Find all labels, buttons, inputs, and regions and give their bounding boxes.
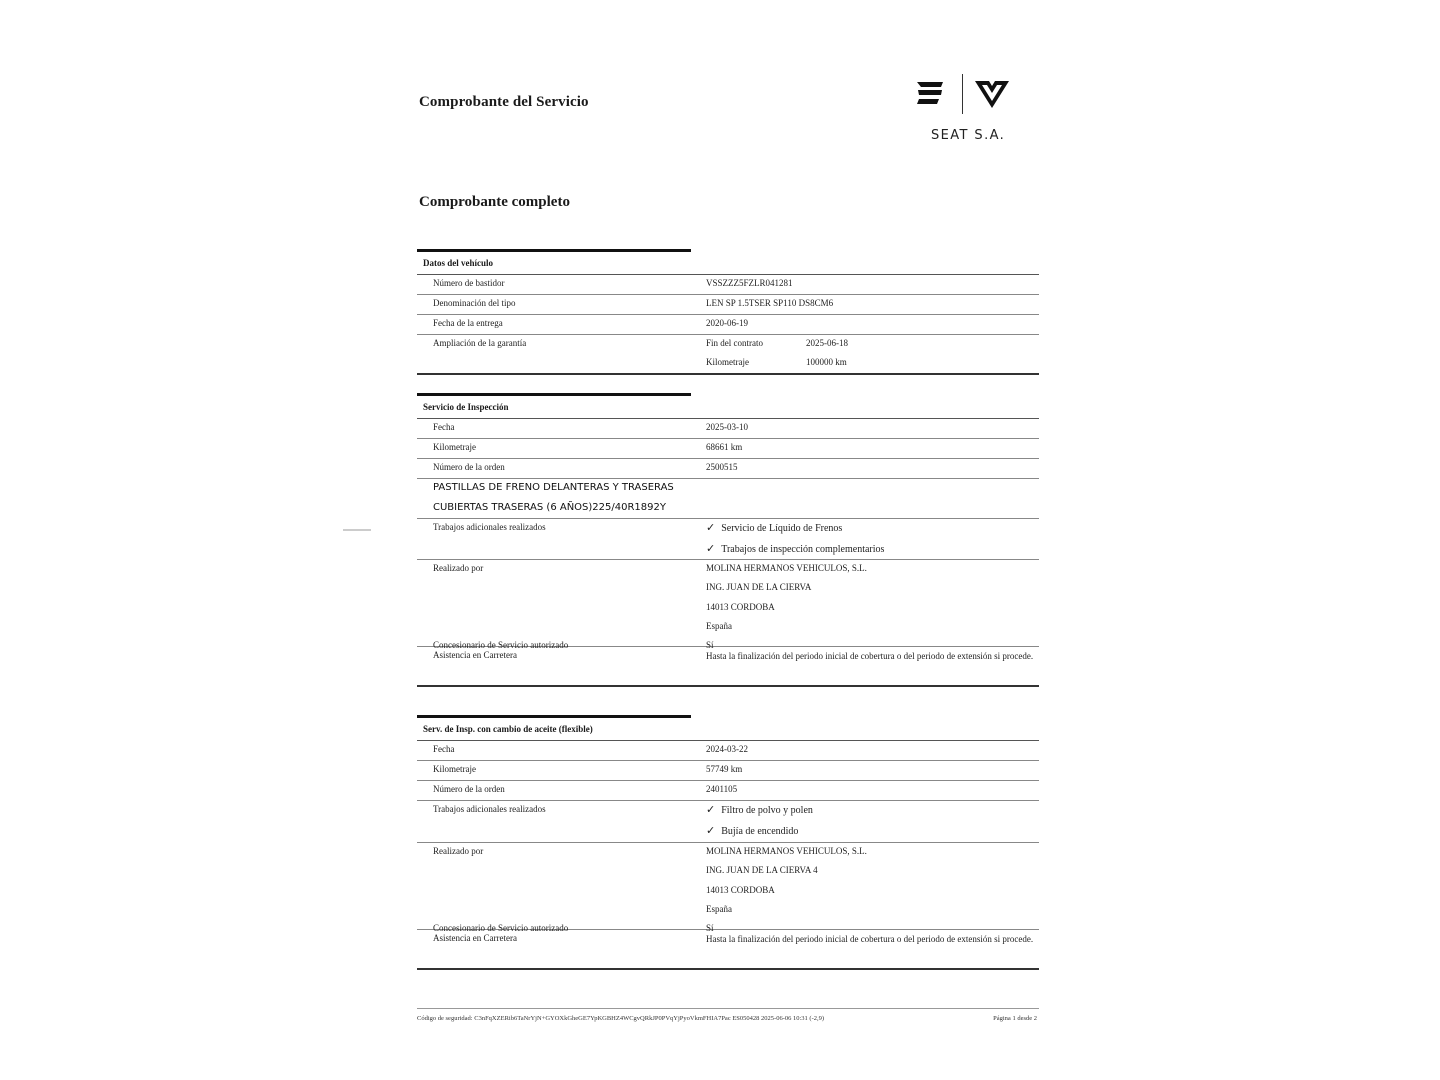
page-number: Página 1 desde 2 [993, 1015, 1037, 1022]
km-value: 57749 km [706, 764, 743, 774]
check-icon: ✓ [706, 542, 716, 555]
type-label: Denominación del tipo [433, 298, 516, 308]
chassis-label: Número de bastidor [433, 278, 505, 288]
service-note-line: CUBIERTAS TRASERAS (6 AÑOS)225/40R1892Y [433, 502, 666, 513]
company-name: SEAT S.A. [931, 128, 1006, 143]
check-icon: ✓ [706, 803, 716, 816]
vehicle-data-section [417, 254, 1039, 375]
km-label: Kilometraje [433, 442, 476, 452]
brand-logos [915, 72, 1015, 148]
security-code: Código de seguridad: C3nFqXZERib6TaNrYjN+GYOXkGheGE7YpKGBHZ4WCgvQRkJP0PVqYjPyoVkmFHIA7Pac ES050428 2025-06-06 10:31 (-2,9) [417, 1015, 825, 1022]
assistance-value: Hasta la finalización del periodo inicial de cobertura o del periodo de extensión si procede. [706, 651, 1034, 661]
section-heading: Serv. de Insp. con cambio de aceite (flexible) [417, 720, 1039, 741]
km-value: 68661 km [706, 442, 743, 452]
extra-work-item: ✓ Filtro de polvo y polen [706, 803, 813, 816]
workshop-line: España [706, 621, 732, 631]
chassis-value: VSSZZZ5FZLR041281 [706, 278, 793, 288]
inspection-section [417, 398, 1039, 687]
table-row [417, 335, 1039, 375]
table-row [417, 781, 1039, 801]
type-value: LEN SP 1.5TSER SP110 DS8CM6 [706, 298, 834, 308]
dealer-value: Sí [706, 923, 714, 933]
workshop-line: ING. JUAN DE LA CIERVA [706, 582, 812, 592]
workshop-line: 14013 CORDOBA [706, 885, 775, 895]
done-by-label: Realizado por [433, 846, 484, 856]
table-row [417, 801, 1039, 843]
service-note-line: PASTILLAS DE FRENO DELANTERAS Y TRASERAS [433, 482, 674, 493]
table-row [417, 741, 1039, 761]
cupra-logo-icon [973, 78, 1011, 110]
date-label: Fecha [433, 422, 455, 432]
extra-work-item: ✓ Trabajos de inspección complementarios [706, 542, 885, 555]
document-subtitle: Comprobante completo [419, 194, 570, 210]
extra-work-label: Trabajos adicionales realizados [433, 522, 546, 532]
order-value: 2401105 [706, 784, 738, 794]
check-icon: ✓ [706, 521, 716, 534]
check-icon: ✓ [706, 824, 716, 837]
workshop-line: España [706, 904, 732, 914]
delivery-value: 2020-06-19 [706, 318, 748, 328]
workshop-line: ING. JUAN DE LA CIERVA 4 [706, 865, 818, 875]
table-row [417, 419, 1039, 439]
order-label: Número de la orden [433, 784, 505, 794]
workshop-line: 14013 CORDOBA [706, 602, 775, 612]
date-label: Fecha [433, 744, 455, 754]
contract-end-value: 2025-06-18 [806, 338, 848, 348]
extra-work-item: ✓ Bujía de encendido [706, 824, 799, 837]
table-row [417, 761, 1039, 781]
scan-artifact [343, 529, 371, 531]
dealer-label: Concesionario de Servicio autorizado [433, 923, 569, 933]
dealer-label: Concesionario de Servicio autorizado [433, 640, 569, 650]
dealer-value: Sí [706, 640, 714, 650]
assistance-label: Asistencia en Carretera [433, 650, 517, 660]
section-heading: Datos del vehículo [417, 254, 1039, 275]
table-row [417, 315, 1039, 335]
km-limit-label: Kilometraje [706, 357, 749, 367]
table-row [417, 479, 1039, 519]
document-footer [417, 1008, 1039, 1029]
contract-end-label: Fin del contrato [706, 338, 763, 348]
warranty-label: Ampliación de la garantía [433, 338, 527, 348]
table-row [417, 459, 1039, 479]
delivery-label: Fecha de la entrega [433, 318, 503, 328]
table-row [417, 275, 1039, 295]
done-by-label: Realizado por [433, 563, 484, 573]
workshop-line: MOLINA HERMANOS VEHICULOS, S.L. [706, 563, 867, 573]
document-title: Comprobante del Servicio [419, 94, 589, 110]
table-row [417, 519, 1039, 560]
oil-service-section [417, 720, 1039, 970]
table-row [417, 647, 1039, 687]
section-heading: Servicio de Inspección [417, 398, 1039, 419]
workshop-line: MOLINA HERMANOS VEHICULOS, S.L. [706, 846, 867, 856]
assistance-value: Hasta la finalización del periodo inicial de cobertura o del periodo de extensión si procede. [706, 934, 1034, 944]
extra-work-label: Trabajos adicionales realizados [433, 804, 546, 814]
assistance-label: Asistencia en Carretera [433, 933, 517, 943]
logo-separator [962, 74, 963, 114]
table-row [417, 843, 1039, 933]
km-limit-value: 100000 km [806, 357, 847, 367]
table-row [417, 439, 1039, 459]
seat-logo-icon [915, 80, 945, 106]
date-value: 2024-03-22 [706, 744, 748, 754]
date-value: 2025-03-10 [706, 422, 748, 432]
km-label: Kilometraje [433, 764, 476, 774]
table-row [417, 295, 1039, 315]
extra-work-item: ✓ Servicio de Líquido de Frenos [706, 521, 843, 534]
table-row [417, 560, 1039, 650]
order-label: Número de la orden [433, 462, 505, 472]
order-value: 2500515 [706, 462, 738, 472]
table-row [417, 930, 1039, 970]
